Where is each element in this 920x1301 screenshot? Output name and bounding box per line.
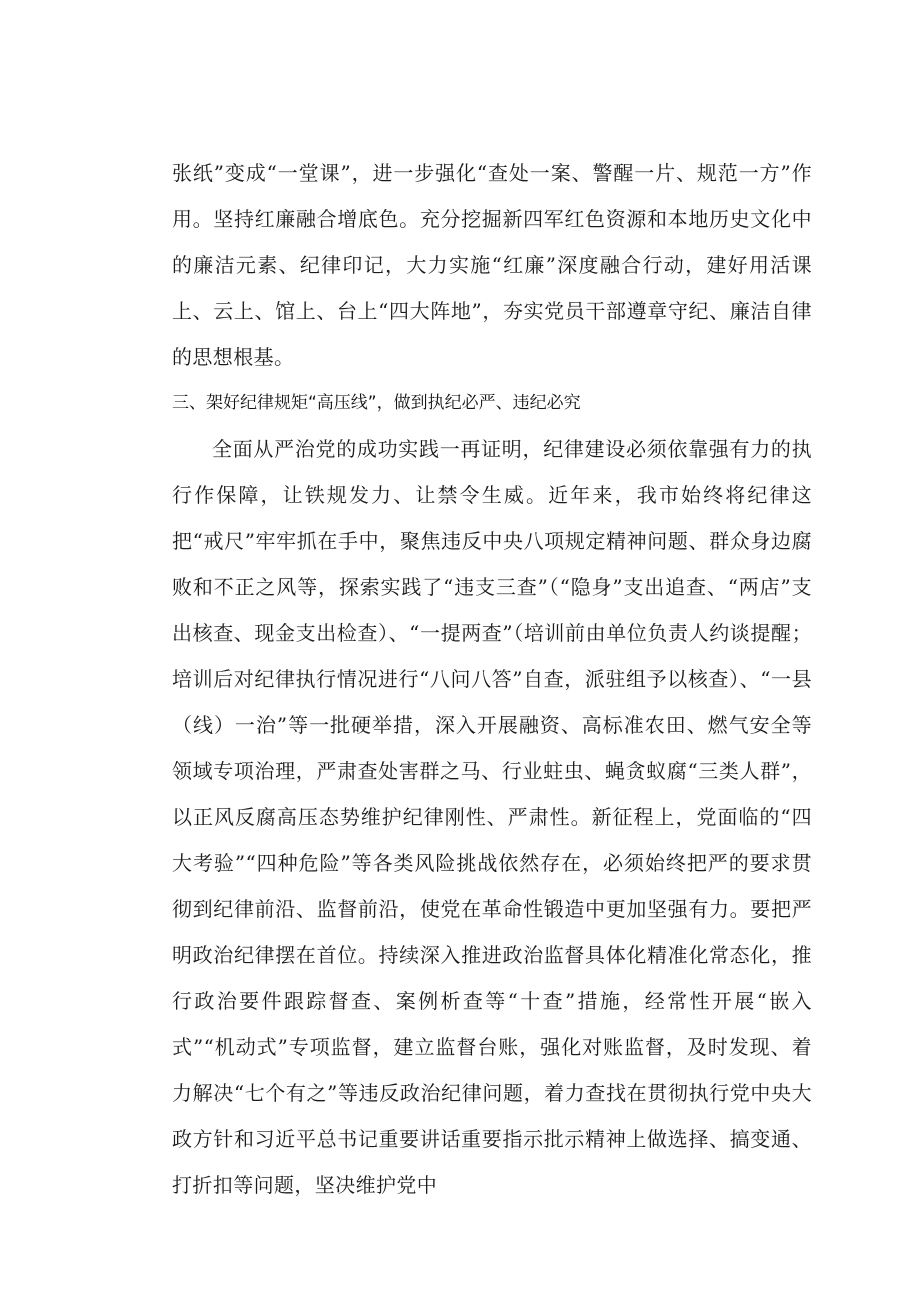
section-heading: 三、架好纪律规矩“高压线”，做到执纪必严、违纪必究: [172, 393, 581, 413]
document-body: [172, 150, 812, 1208]
continued-paragraph: 张纸”变成“一堂课”，进一步强化“查处一案、警醒一片、规范一方”作用。坚持红廉融合增底色。充分挖掘新四军红色资源和本地历史文化中的廉洁元素、纪律印记，大力实施“红廉”深度融合行动，建好用活课上、云上、馆上、台上“四大阵地”，夯实党员干部遵章守纪、廉洁自律的思想根基。: [172, 161, 812, 369]
body-paragraph: 全面从严治党的成功实践一再证明，纪律建设必须依靠强有力的执行作保障，让铁规发力、让禁令生威。近年来，我市始终将纪律这把“戒尺”牢牢抓在手中，聚焦违反中央八项规定精神问题、群众身边腐败和不正之风等，探索实践了“违支三查”（“隐身”支出追查、“两店”支出核查、现金支出检查）、“一提两查”（培训前由单位负责人约谈提醒；培训后对纪律执行情况进行“八问八答”自查，派驻组予以核查）、“一县（线）一治”等一批硬举措，深入开展融资、高标准农田、燃气安全等领域专项治理，严肃查处害群之马、行业蛀虫、蝇贪蚁腐“三类人群”，以正风反腐高压态势维护纪律刚性、严肃性。新征程上，党面临的“四大考验”“四种危险”等各类风险挑战依然存在，必须始终把严的要求贯彻到纪律前沿、监督前沿，使党在革命性锻造中更加坚强有力。要把严明政治纪律摆在首位。持续深入推进政治监督具体化精准化常态化，推行政治要件跟踪督查、案例析查等“十查”措施，经常性开展“嵌入式”“机动式”专项监督，建立监督台账，强化对账监督，及时发现、着力解决“七个有之”等违反政治纪律问题，着力查找在贯彻执行党中央大政方针和习近平总书记重要讲话重要指示批示精神上做选择、搞变通、打折扣等问题，坚决维护党中: [172, 437, 812, 1197]
section-heading-row: [172, 380, 812, 426]
